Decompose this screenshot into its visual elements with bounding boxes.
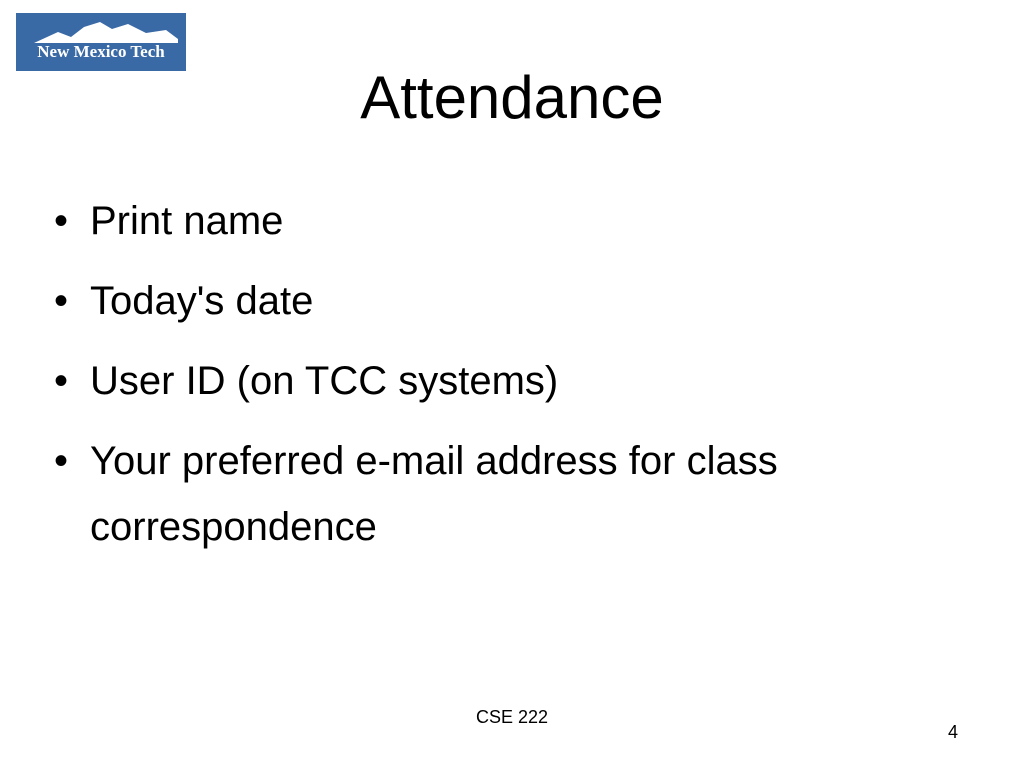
footer-course-label: CSE 222 xyxy=(475,707,549,727)
bullet-item xyxy=(54,188,954,254)
logo-text: New Mexico Tech xyxy=(37,42,165,61)
page-number: 4 xyxy=(948,722,959,742)
bullet-item xyxy=(54,268,954,334)
bullet-glyph: • xyxy=(54,359,69,403)
bullet-glyph: • xyxy=(54,279,69,323)
bullet-text: Your preferred e-mail address for class correspondence xyxy=(90,439,778,549)
bullet-text: Today's date xyxy=(90,279,314,323)
bullet-text: User ID (on TCC systems) xyxy=(90,359,559,403)
bullet-item xyxy=(54,348,954,414)
bullet-glyph: • xyxy=(54,199,69,243)
slide-title: Attendance xyxy=(360,64,664,131)
bullet-glyph: • xyxy=(54,439,69,483)
bullet-list xyxy=(54,188,954,574)
bullet-text: Print name xyxy=(90,199,284,243)
bullet-item xyxy=(54,428,954,560)
